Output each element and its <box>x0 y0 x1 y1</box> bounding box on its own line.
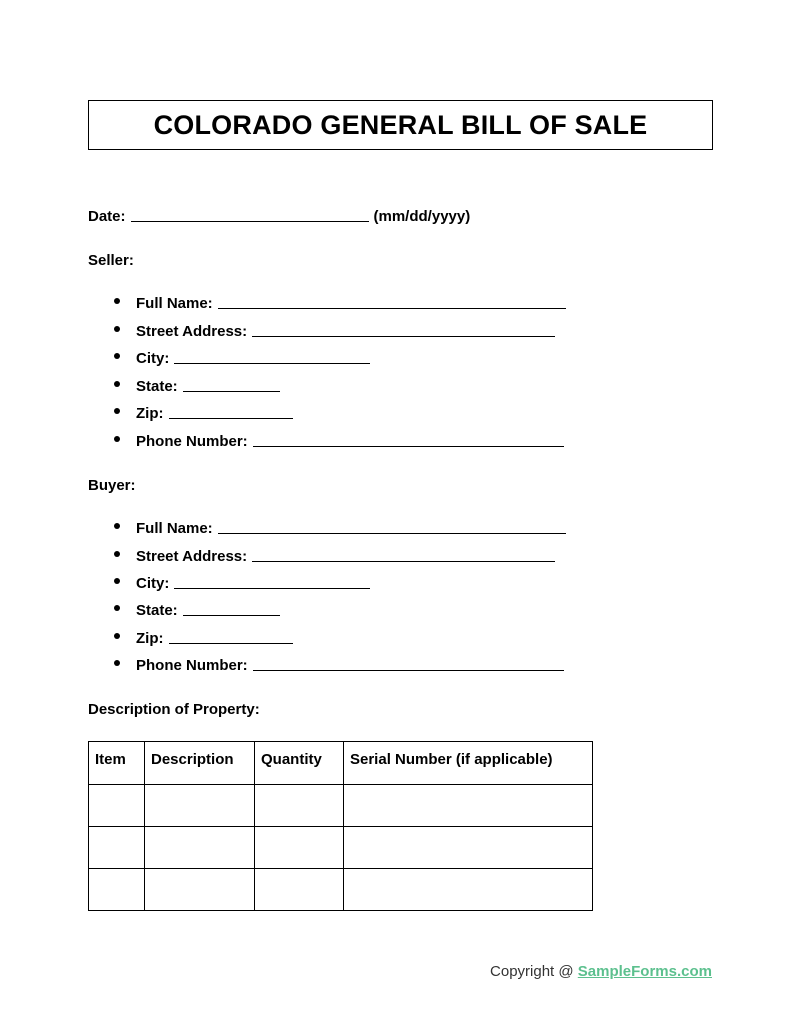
cell-quantity[interactable] <box>255 869 344 911</box>
cell-item[interactable] <box>89 869 145 911</box>
buyer-state-field <box>136 599 280 619</box>
field-label: Zip: <box>136 630 164 647</box>
bullet-icon <box>114 408 120 414</box>
buyer-zip-field <box>136 627 293 647</box>
table-header-row <box>89 742 593 785</box>
field-label: Phone Number: <box>136 433 248 450</box>
table-row <box>89 869 593 911</box>
property-heading: Description of Property: <box>88 701 260 718</box>
buyer-city-field <box>136 572 370 592</box>
buyer-phone-field <box>136 654 564 674</box>
seller-zip-field <box>136 402 293 422</box>
title-box <box>88 100 713 150</box>
bullet-icon <box>114 523 120 529</box>
bullet-icon <box>114 353 120 359</box>
cell-serial-number[interactable] <box>344 869 593 911</box>
cell-description[interactable] <box>145 785 255 827</box>
bullet-icon <box>114 551 120 557</box>
field-label: Street Address: <box>136 548 248 565</box>
table-row <box>89 827 593 869</box>
bullet-icon <box>114 381 120 387</box>
date-blank-line[interactable] <box>131 221 369 222</box>
copyright-text: Copyright @ <box>490 963 578 980</box>
cell-quantity[interactable] <box>255 785 344 827</box>
bullet-icon <box>114 436 120 442</box>
buyer-full-name-field <box>136 517 566 537</box>
buyer-state-blank[interactable] <box>183 615 280 616</box>
bullet-icon <box>114 578 120 584</box>
column-header-serial-number: Serial Number (if applicable) <box>344 742 593 785</box>
seller-phone-blank[interactable] <box>253 446 564 447</box>
buyer-full-name-blank[interactable] <box>218 533 566 534</box>
cell-quantity[interactable] <box>255 827 344 869</box>
buyer-phone-blank[interactable] <box>253 670 564 671</box>
column-header-quantity: Quantity <box>255 742 344 785</box>
property-table <box>88 741 593 911</box>
field-label: State: <box>136 378 178 395</box>
column-header-description: Description <box>145 742 255 785</box>
seller-zip-blank[interactable] <box>169 418 293 419</box>
buyer-city-blank[interactable] <box>174 588 370 589</box>
cell-description[interactable] <box>145 827 255 869</box>
seller-phone-field <box>136 430 564 450</box>
bullet-icon <box>114 298 120 304</box>
seller-heading-row <box>88 249 134 269</box>
bullet-icon <box>114 633 120 639</box>
seller-state-blank[interactable] <box>183 391 280 392</box>
seller-city-field <box>136 347 370 367</box>
cell-description[interactable] <box>145 869 255 911</box>
table-row <box>89 785 593 827</box>
buyer-street-address-field <box>136 545 555 565</box>
field-label: Full Name: <box>136 295 213 312</box>
seller-street-address-blank[interactable] <box>252 336 555 337</box>
cell-item[interactable] <box>89 785 145 827</box>
bullet-icon <box>114 605 120 611</box>
field-label: Phone Number: <box>136 657 248 674</box>
column-header-item: Item <box>89 742 145 785</box>
bullet-icon <box>114 326 120 332</box>
bullet-icon <box>114 660 120 666</box>
property-heading-row <box>88 698 260 718</box>
buyer-zip-blank[interactable] <box>169 643 293 644</box>
seller-state-field <box>136 375 280 395</box>
buyer-heading-row <box>88 474 136 494</box>
field-label: City: <box>136 575 170 592</box>
cell-serial-number[interactable] <box>344 785 593 827</box>
date-label: Date: <box>88 208 126 225</box>
field-label: Street Address: <box>136 323 248 340</box>
seller-full-name-blank[interactable] <box>218 308 566 309</box>
field-label: State: <box>136 602 178 619</box>
buyer-heading: Buyer: <box>88 477 136 494</box>
date-format-hint: (mm/dd/yyyy) <box>373 208 471 225</box>
field-label: Zip: <box>136 405 164 422</box>
page-title: COLORADO GENERAL BILL OF SALE <box>153 109 648 140</box>
sampleforms-link[interactable]: SampleForms.com <box>577 963 712 980</box>
seller-city-blank[interactable] <box>174 363 370 364</box>
date-field <box>88 205 470 225</box>
copyright-footer <box>490 963 712 980</box>
seller-street-address-field <box>136 320 555 340</box>
cell-serial-number[interactable] <box>344 827 593 869</box>
seller-full-name-field <box>136 292 566 312</box>
seller-heading: Seller: <box>88 252 134 269</box>
cell-item[interactable] <box>89 827 145 869</box>
buyer-street-address-blank[interactable] <box>252 561 555 562</box>
field-label: City: <box>136 350 170 367</box>
field-label: Full Name: <box>136 520 213 537</box>
